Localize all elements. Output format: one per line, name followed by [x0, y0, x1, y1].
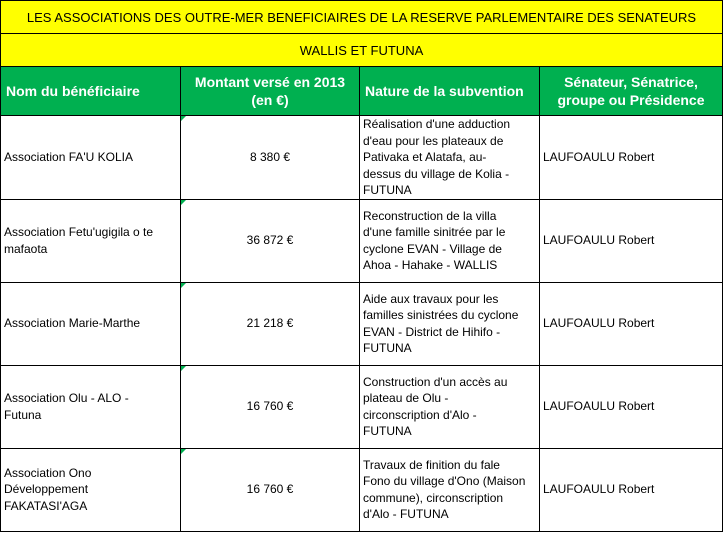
amount-value: 36 872 € [246, 233, 294, 248]
nature-line: Pativaka et Alatafa, au- [363, 150, 487, 164]
nature-cell [360, 116, 540, 200]
nature-line: d'Alo - FUTUNA [363, 507, 449, 521]
nature-line: FUTUNA [363, 424, 412, 438]
amount-cell [181, 116, 360, 200]
nature-cell [360, 199, 540, 282]
nature-line: Reconstruction de la villa [363, 208, 497, 223]
nature-line: Ahoa - Hahake - WALLIS [363, 258, 498, 272]
beneficiary-name-cell [1, 116, 181, 200]
nature-line: dessus du village de Kolia - [363, 166, 510, 181]
nature-line: familles sinistrées du cyclone [363, 308, 519, 322]
beneficiary-name-line: Association Fetu'ugigila o te [4, 225, 154, 239]
senator-name: LAUFOAULU Robert [543, 482, 655, 497]
beneficiary-name-line: Développement [4, 482, 89, 497]
nature-line: circonscription d'Alo - [363, 407, 477, 422]
beneficiary-name-cell [1, 199, 181, 282]
amount-value: 21 218 € [246, 316, 294, 331]
nature-line: Construction d'un accès au [363, 374, 508, 389]
nature-line: FUTUNA [363, 183, 412, 197]
nature-line: FUTUNA [363, 341, 412, 355]
table-row [1, 199, 723, 282]
senator-cell [540, 116, 723, 200]
table-row [1, 282, 723, 365]
senator-name: LAUFOAULU Robert [543, 233, 655, 248]
table-row [1, 365, 723, 448]
header-senator [540, 67, 723, 116]
amount-cell [181, 199, 360, 282]
senator-name: LAUFOAULU Robert [543, 316, 655, 331]
beneficiary-name-line: Association Olu - ALO - [4, 391, 129, 405]
cell-marker-icon [181, 116, 186, 121]
nature-cell [360, 365, 540, 448]
nature-line: d'eau pour les plateaux de [363, 133, 504, 148]
nature-line: EVAN - District de Hihifo - [363, 324, 501, 339]
table-title: LES ASSOCIATIONS DES OUTRE-MER BENEFICIAIRES DE LA RESERVE PARLEMENTAIRE DES SENATEURS [1, 1, 723, 34]
header-nature-label: Nature de la subvention [365, 83, 524, 99]
cell-marker-icon [181, 283, 186, 288]
header-senator-line1: Sénateur, Sénatrice, [564, 74, 698, 90]
table-row [1, 448, 723, 531]
table-subtitle: WALLIS ET FUTUNA [1, 34, 723, 67]
beneficiary-name-cell [1, 448, 181, 531]
beneficiary-name-line: Association FA'U KOLIA [4, 150, 134, 164]
header-amount [181, 67, 360, 116]
nature-line: plateau de Olu - [363, 391, 449, 405]
amount-value: 8 380 € [249, 150, 291, 164]
cell-marker-icon [181, 366, 186, 371]
header-beneficiary [1, 67, 181, 116]
cell-marker-icon [181, 200, 186, 205]
table-row [1, 116, 723, 200]
senator-cell [540, 199, 723, 282]
senator-cell [540, 448, 723, 531]
header-nature [360, 67, 540, 116]
beneficiary-name-line: FAKATASI'AGA [4, 498, 88, 513]
nature-line: Fono du village d'Ono (Maison [363, 474, 526, 488]
beneficiary-name-line: Futuna [4, 407, 42, 422]
beneficiary-name-line: Association Marie-Marthe [4, 316, 141, 331]
nature-cell [360, 282, 540, 365]
beneficiary-name-line: Association Ono [4, 465, 92, 480]
senator-cell [540, 282, 723, 365]
senator-name: LAUFOAULU Robert [543, 399, 655, 414]
amount-cell [181, 365, 360, 448]
senator-cell [540, 365, 723, 448]
nature-line: Travaux de finition du fale [363, 457, 500, 472]
nature-line: commune), circonscription [363, 490, 504, 505]
nature-cell [360, 448, 540, 531]
amount-value: 16 760 € [246, 482, 294, 497]
header-amount-line1: Montant versé en 2013 [194, 74, 346, 90]
header-senator-line2: groupe ou Présidence [557, 92, 705, 108]
nature-line: d'une famille sinitrée par le [363, 225, 506, 239]
beneficiary-name-line: mafaota [4, 241, 48, 256]
beneficiary-name-cell [1, 282, 181, 365]
cell-marker-icon [181, 449, 186, 454]
header-beneficiary-label: Nom du bénéficiaire [6, 83, 140, 99]
amount-cell [181, 448, 360, 531]
amount-cell [181, 282, 360, 365]
beneficiary-name-cell [1, 365, 181, 448]
nature-line: Aide aux travaux pour les [363, 291, 499, 306]
senator-name: LAUFOAULU Robert [543, 150, 655, 164]
amount-value: 16 760 € [246, 399, 294, 414]
nature-line: cyclone EVAN - Village de [363, 241, 502, 256]
header-amount-line2: (en €) [251, 92, 289, 108]
nature-line: Réalisation d'une adduction [363, 117, 511, 131]
